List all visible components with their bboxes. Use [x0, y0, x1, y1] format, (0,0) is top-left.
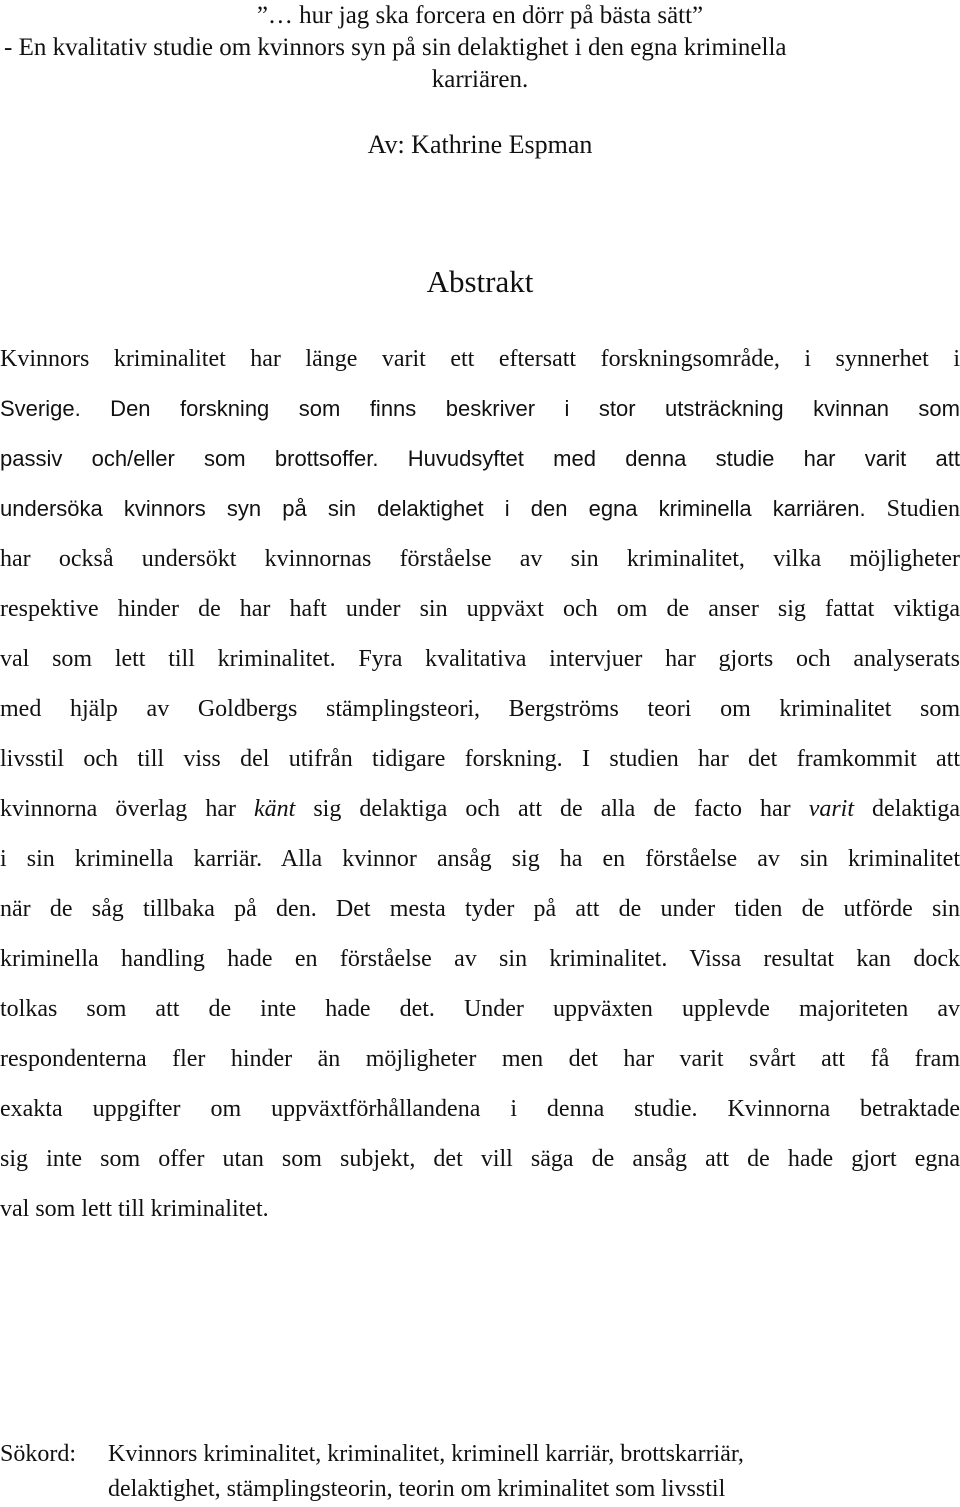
keywords-line: Kvinnors kriminalitet, kriminalitet, kriminell karriär, brottskarriär, [108, 1441, 744, 1467]
abstract-line: Kvinnors kriminalitet har länge varit ett eftersatt forskningsområde, i synnerhet i [0, 346, 960, 372]
abstract-line-part: val som lett till kriminalitet. [0, 646, 336, 672]
title-line-subtitle: - En kvalitativ studie om kvinnors syn på sin delaktighet i den egna kriminella [4, 34, 787, 61]
abstract-line: kriminella handling hade en förståelse av sin kriminalitet. Vissa resultat kan dock [0, 946, 960, 972]
abstract-line: har också undersökt kvinnornas förståelse av sin kriminalitet, vilka möjligheter [0, 546, 960, 572]
abstract-line-part: Studien [865, 496, 960, 522]
abstract-line: Sverige. Den forskning som finns beskriver i stor utsträckning kvinnan som [0, 396, 960, 421]
abstract-line: exakta uppgifter om uppväxtförhållandena i denna studie. Kvinnorna betraktade [0, 1096, 960, 1122]
document-title [0, 0, 960, 96]
title-line-main: ”… hur jag ska forcera en dörr på bästa sätt” [256, 2, 704, 29]
abstract-line: respektive hinder de har haft under sin uppväxt och om de anser sig fattat viktiga [0, 596, 960, 622]
abstract-line [0, 784, 960, 834]
abstract-line [0, 484, 960, 534]
emphasis-kant: känt [253, 796, 296, 822]
keywords-line: delaktighet, stämplingsteorin, teorin om kriminalitet som livsstil [108, 1476, 726, 1502]
emphasis-varit: varit [808, 796, 855, 822]
abstract-line-part: Huvudsyftet med denna studie har varit att [378, 446, 960, 471]
abstract-line: med hjälp av Goldbergs stämplingsteori, Bergströms teori om kriminalitet som [0, 696, 960, 722]
abstract-line [0, 434, 960, 484]
abstract-line: i sin kriminella karriär. Alla kvinnor ansåg sig ha en förståelse av sin kriminalitet [0, 846, 960, 872]
abstract-line-part: delaktiga [854, 796, 960, 822]
keywords-list [108, 1437, 958, 1507]
abstract-line: respondenterna fler hinder än möjligheter men det har varit svårt att få fram [0, 1046, 960, 1072]
abstract-line-last: val som lett till kriminalitet. [0, 1196, 269, 1222]
abstract-line: när de såg tillbaka på den. Det mesta tyder på att de under tiden de utförde sin [0, 896, 960, 922]
abstract-line: tolkas som att de inte hade det. Under uppväxten upplevde majoriteten av [0, 996, 960, 1022]
abstract-line-part: passiv och/eller som brottsoffer. [0, 446, 379, 471]
abstract-line [0, 634, 960, 684]
abstract-line: sig inte som offer utan som subjekt, det vill säga de ansåg att de hade gjort egna [0, 1146, 960, 1172]
abstract-line-part: kvinnorna överlag har [0, 796, 254, 822]
abstract-line: livsstil och till viss del utifrån tidigare forskning. I studien har det framkommit att [0, 746, 960, 772]
abstract-line-part: Fyra kvalitativa intervjuer har gjorts och analyserats [335, 646, 960, 672]
keywords-label: Sökord: [0, 1441, 77, 1467]
author-line: Av: Kathrine Espman [367, 130, 593, 159]
abstract-body [0, 334, 960, 1234]
abstract-line-part: sig delaktiga och att de alla de facto har [295, 796, 809, 822]
abstract-line-part: undersöka kvinnors syn på sin delaktighet i den egna kriminella karriären. [0, 496, 866, 521]
abstract-heading: Abstrakt [426, 264, 534, 299]
title-line-subtitle-end: karriären. [431, 66, 529, 93]
